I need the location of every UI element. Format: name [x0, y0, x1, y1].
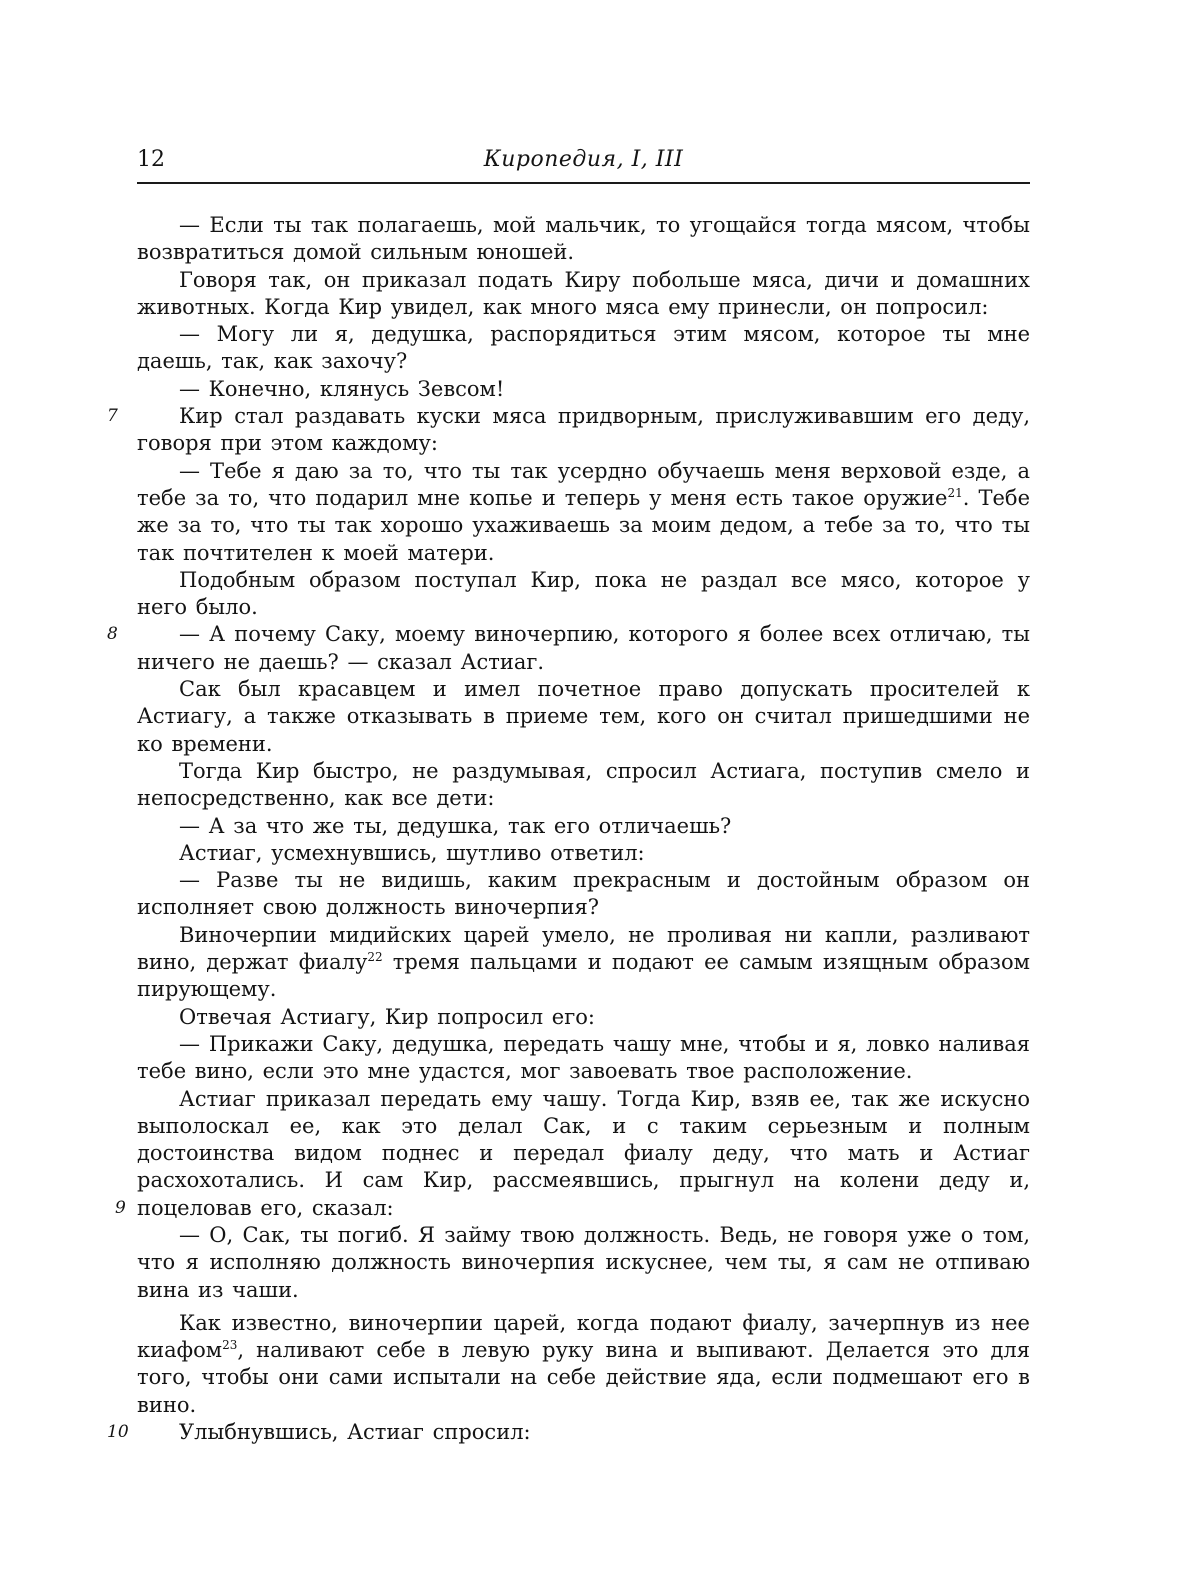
paragraph-13: — Разве ты не видишь, каким прекрасным и достойным образом он исполняет свою должность виночерпия?: [137, 868, 1030, 920]
paragraph-4: — Конечно, клянусь Зевсом!: [179, 376, 505, 401]
footnote-ref-23: 23: [222, 1338, 238, 1353]
paragraph-15: Отвечая Астиагу, Кир попросил его:: [179, 1004, 595, 1029]
paragraph-8: 8 — А почему Саку, моему виночерпию, которого я более всех отличаю, ты ничего не даешь? — сказал Астиаг.: [107, 622, 1030, 674]
section-marker-10: 10: [107, 1422, 129, 1443]
paragraph-17: 9 Астиаг приказал передать ему чашу. Тогда Кир, взяв ее, так же искусно выполоскал ее, как это делал Сак, и с таким серьезным и полным достоинства видом поднес и передал фиалу деду, что мать и Астиаг расхохотались. И сам Кир, рассмеявшись, прыгнул на колени деду и, поцеловав его, сказал:: [115, 1086, 1030, 1220]
paragraph-11: — А за что же ты, дедушка, так его отличаешь?: [179, 813, 732, 838]
running-title: Киропедия, I, III: [483, 147, 684, 172]
paragraph-14: Виночерпии мидийских царей умело, не проливая ни капли, разливают вино, держат фиалу$^{22}$ тремя пальцами и подают ее самым изящным образом пирующему.: [137, 922, 1030, 1002]
paragraph-1: — Если ты так полагаешь, мой мальчик, то угощайся тогда мясом, чтобы возвратиться домой сильным юношей.: [137, 213, 1030, 265]
paragraph-5: 7 Кир стал раздавать куски мяса придворным, прислуживавшим его деду, говоря при этом каждому:: [107, 404, 1030, 456]
paragraph-6: — Тебе я даю за то, что ты так усердно обучаешь меня верховой езде, а тебе за то, что подарил мне копье и теперь у меня есть такое оружие$^{21}$. Тебе же за то, что ты так хорошо ухаживаешь за моим дедом, а тебе за то, что ты так почтителен к моей матери.: [137, 458, 1030, 565]
paragraph-2: Говоря так, он приказал подать Киру побольше мяса, дичи и домашних животных. Когда Кир увидел, как много мяса ему принесли, он попросил:: [137, 267, 1030, 319]
paragraph-16: — Прикажи Саку, дедушка, передать чашу мне, чтобы и я, ловко наливая тебе вино, если это мне удастся, мог завоевать твое расположение.: [137, 1031, 1030, 1084]
page-number: 12: [137, 147, 165, 172]
section-marker-9: 9: [115, 1197, 126, 1218]
paragraph-19: Как известно, виночерпии царей, когда подают фиалу, зачерпнув из нее киафом$^{23}$, наливают себе в левую руку вина и выпивают. Делается это для того, чтобы они сами испытали на себе действие яда, если подмешают его в вино.: [137, 1310, 1030, 1417]
header-rule: [137, 182, 1030, 184]
paragraph-20: 10 Улыбнувшись, Астиаг спросил:: [107, 1420, 531, 1445]
paragraph-3: — Могу ли я, дедушка, распорядиться этим мясом, которое ты мне даешь, так, как захочу?: [137, 322, 1030, 374]
section-marker-8: 8: [107, 624, 118, 645]
paragraph-12: Астиаг, усмехнувшись, шутливо ответил:: [179, 840, 645, 865]
paragraph-18: — О, Сак, ты погиб. Я займу твою должность. Ведь, не говоря уже о том, что я исполняю должность виночерпия искуснее, чем ты, я сам не отпиваю вина из чаши.: [137, 1222, 1030, 1302]
section-marker-7: 7: [107, 406, 118, 427]
footnote-ref-22: 22: [367, 950, 383, 965]
paragraph-9: Сак был красавцем и имел почетное право допускать просителей к Астиагу, а также отказывать в приеме тем, кого он считал пришедшими не ко времени.: [137, 677, 1030, 756]
footnote-ref-21: 21: [947, 485, 963, 500]
page-body: [107, 212, 1030, 1446]
paragraph-10: Тогда Кир быстро, не раздумывая, спросил Астиага, поступив смело и непосредственно, как все дети:: [137, 758, 1030, 811]
paragraph-7: Подобным образом поступал Кир, пока не раздал все мясо, которое у него было.: [137, 567, 1030, 620]
page-header: [137, 145, 1030, 181]
